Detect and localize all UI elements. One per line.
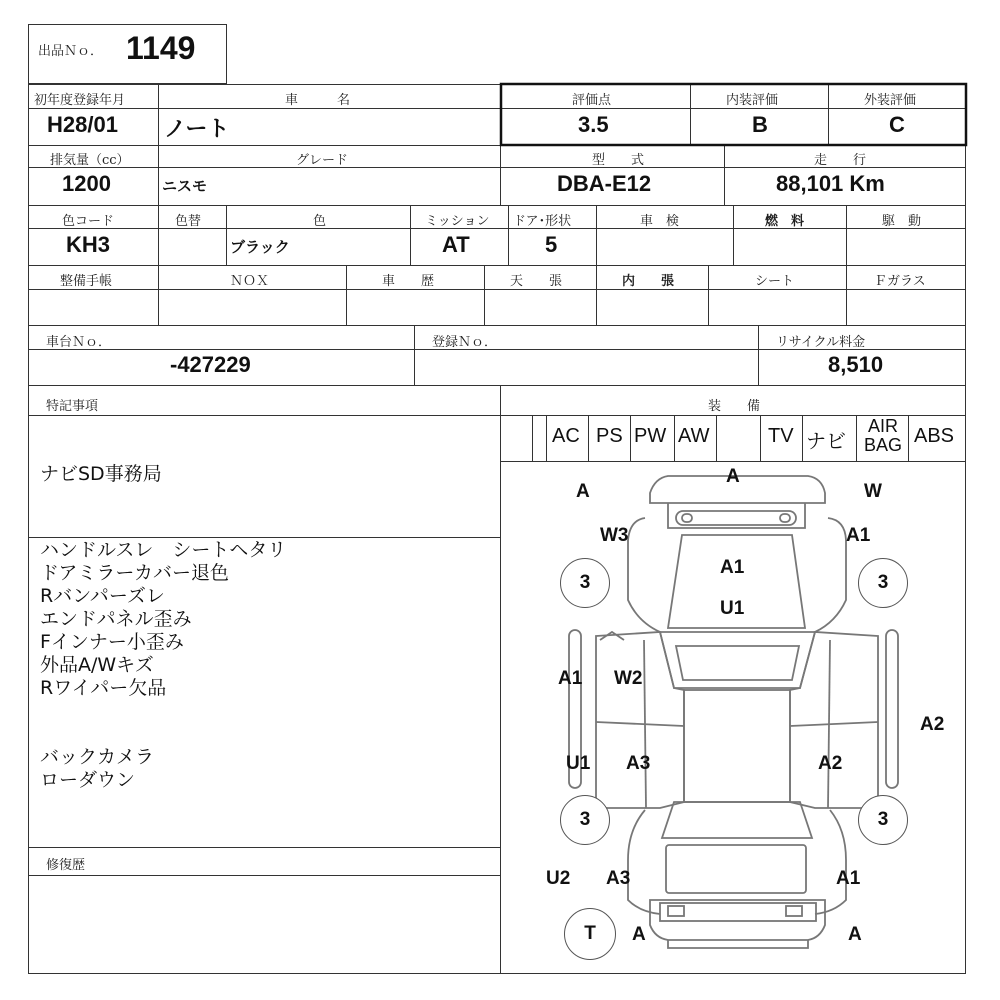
notes-label: 特記事項 [46, 399, 99, 414]
damage-hood-u1: U1 [720, 598, 745, 619]
recycle-label: リサイクル料金 [776, 335, 866, 350]
inspection-label: 車 検 [640, 214, 680, 229]
equipment-label: 装 備 [708, 399, 761, 414]
lot-label: 出品Ｎｏ． [38, 44, 104, 59]
recycle-value: 8,510 [828, 352, 884, 377]
notes-line: エンドパネル歪み [40, 608, 192, 630]
cc-value: 1200 [62, 171, 111, 196]
damage-right-a2: A2 [818, 753, 843, 774]
tire-rear-left: 3 [560, 795, 610, 845]
seat-label: シート [755, 274, 795, 289]
interior-value: B [752, 112, 768, 137]
grade-value: ニスモ [162, 177, 208, 195]
damage-left-a3-rear: A3 [606, 868, 631, 889]
damage-left-a3: A3 [626, 753, 651, 774]
grade-label: グレード [296, 153, 349, 168]
damage-front-right: W [864, 481, 882, 502]
door-value: 5 [545, 232, 558, 257]
mission-value: AT [442, 232, 470, 257]
model-value: DBA-E12 [557, 171, 652, 196]
equip-navi: ナビ [806, 431, 846, 453]
history-label: 車 歴 [382, 274, 435, 289]
cc-label: 排気量（cc） [50, 153, 130, 168]
damage-front-bumper: A [726, 466, 740, 487]
damage-right-a1-rear: A1 [836, 868, 861, 889]
equip-aw: AW [678, 425, 710, 447]
color-code-value: KH3 [66, 232, 111, 257]
equip-ac: AC [552, 425, 580, 447]
tire-front-left: 3 [560, 558, 610, 608]
exterior-label: 外装評価 [864, 93, 917, 108]
equip-ps: PS [596, 425, 623, 447]
notes-list [40, 539, 286, 700]
spare-tire: T [564, 908, 616, 960]
damage-rear-left: A [632, 924, 646, 945]
equip-airbag: AIR BAG [863, 416, 902, 455]
equip-tv: TV [768, 425, 794, 447]
notes-line: Rワイパー欠品 [40, 677, 167, 699]
notes-list-2 [40, 746, 154, 792]
damage-left-a1: A1 [558, 668, 583, 689]
name-value: ノート [164, 116, 230, 141]
score-label: 評価点 [572, 93, 612, 108]
damage-rear-right: A [848, 924, 862, 945]
notes-line: Rバンパーズレ [40, 585, 165, 607]
notes-line: Fインナー小歪み [40, 631, 184, 653]
chassis-value: -427229 [170, 352, 251, 377]
notes-line: ローダウン [40, 769, 136, 791]
notes-line: ドアミラーカバー退色 [40, 562, 230, 584]
tire-rear-right: 3 [858, 795, 908, 845]
nox-label: ＮＯＸ [230, 274, 270, 289]
door-label: ドア･形状 [513, 214, 572, 229]
mission-label: ミッション [425, 214, 490, 229]
damage-w3: W3 [600, 525, 629, 546]
interior-lining-label: 内 張 [622, 274, 675, 289]
regno-label: 登録Ｎｏ． [432, 335, 498, 350]
notes-line: 外品A/Wキズ [40, 654, 154, 676]
damage-right-a2-outer: A2 [920, 714, 945, 735]
damage-left-w2: W2 [614, 668, 643, 689]
name-label: 車 名 [285, 93, 351, 108]
repaint-label: 色替 [175, 214, 202, 229]
damage-left-u2: U2 [546, 868, 571, 889]
damage-front-left: A [576, 481, 590, 502]
damage-hood-a1: A1 [720, 557, 745, 578]
repair-history-label: 修復歴 [46, 858, 86, 873]
reg-label: 初年度登録年月 [34, 93, 126, 108]
notes-line: ハンドルスレ シートヘタリ [40, 539, 287, 561]
equip-pw: PW [634, 425, 667, 447]
notes-text1: ナビSD事務局 [40, 463, 162, 485]
interior-label: 内装評価 [726, 93, 779, 108]
notes-line: バックカメラ [40, 746, 155, 768]
tire-front-right: 3 [858, 558, 908, 608]
mileage-value: 88,101 Km [776, 171, 885, 196]
color-value: ブラック [230, 238, 290, 256]
equip-abs: ABS [914, 425, 955, 447]
fglass-label: Ｆガラス [874, 274, 926, 289]
drive-label: 駆 動 [882, 214, 922, 229]
roof-lining-label: 天 張 [510, 274, 563, 289]
score-value: 3.5 [578, 112, 609, 137]
damage-a1-fr: A1 [846, 525, 871, 546]
fuel-label: 燃 料 [765, 214, 805, 229]
damage-left-u1: U1 [566, 753, 591, 774]
chassis-label: 車台Ｎｏ． [46, 335, 112, 350]
reg-value: H28/01 [47, 112, 118, 137]
exterior-value: C [889, 112, 905, 137]
color-label: 色 [313, 214, 327, 229]
mileage-label: 走 行 [814, 153, 867, 168]
color-code-label: 色コード [62, 214, 115, 229]
model-label: 型 式 [592, 153, 645, 168]
maintenance-label: 整備手帳 [60, 274, 113, 289]
lot-number: 1149 [126, 30, 196, 66]
